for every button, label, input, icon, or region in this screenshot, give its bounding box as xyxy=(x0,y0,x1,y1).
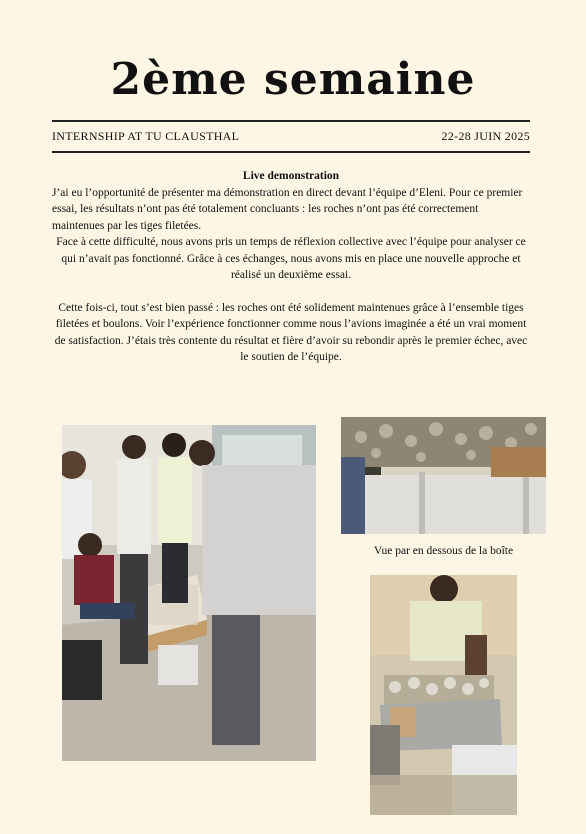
box-underside-photo xyxy=(341,417,546,534)
top-divider xyxy=(52,120,530,122)
article-body xyxy=(52,168,530,366)
paragraph-1: J’ai eu l’opportunité de présenter ma démonstration en direct devant l’équipe d’Eleni. Pour ce premier essai, les résultats n’ont pas été totalement concluants : les roches n’ont pas été correctement maintenues par les tiges filetées. xyxy=(52,186,523,232)
page-title: 2ème semaine xyxy=(110,54,476,105)
article-heading: Live demonstration xyxy=(242,170,340,182)
subheader-date: 22-28 JUIN 2025 xyxy=(441,129,530,143)
paragraph-2: Face à cette difficulté, nous avons pris un temps de réflexion collective avec l’équipe pour analyser ce qui n’avait pas fonctionné. Grâce à ces échanges, nous avons mis en place une nouvelle approche et réalisé un deuxième essai. xyxy=(56,236,526,281)
second-attempt-photo xyxy=(370,575,517,815)
bottom-divider xyxy=(52,151,530,153)
demonstration-team-photo xyxy=(62,425,316,761)
subheader-left: INTERNSHIP AT TU CLAUSTHAL xyxy=(52,129,240,143)
subheader xyxy=(52,129,530,144)
underside-caption: Vue par en dessous de la boîte xyxy=(373,545,514,557)
paragraph-3: Cette fois-ci, tout s’est bien passé : les roches ont été solidement maintenues grâce à l’ensemble tiges filetées et boulons. Voir l’expérience fonctionner comme nous l’avions imaginée a été un vrai moment de satisfaction. J’étais très contente du résultat et fière d’avoir su rebondir après le premier échec, avec le soutien de l’équipe. xyxy=(54,301,528,363)
